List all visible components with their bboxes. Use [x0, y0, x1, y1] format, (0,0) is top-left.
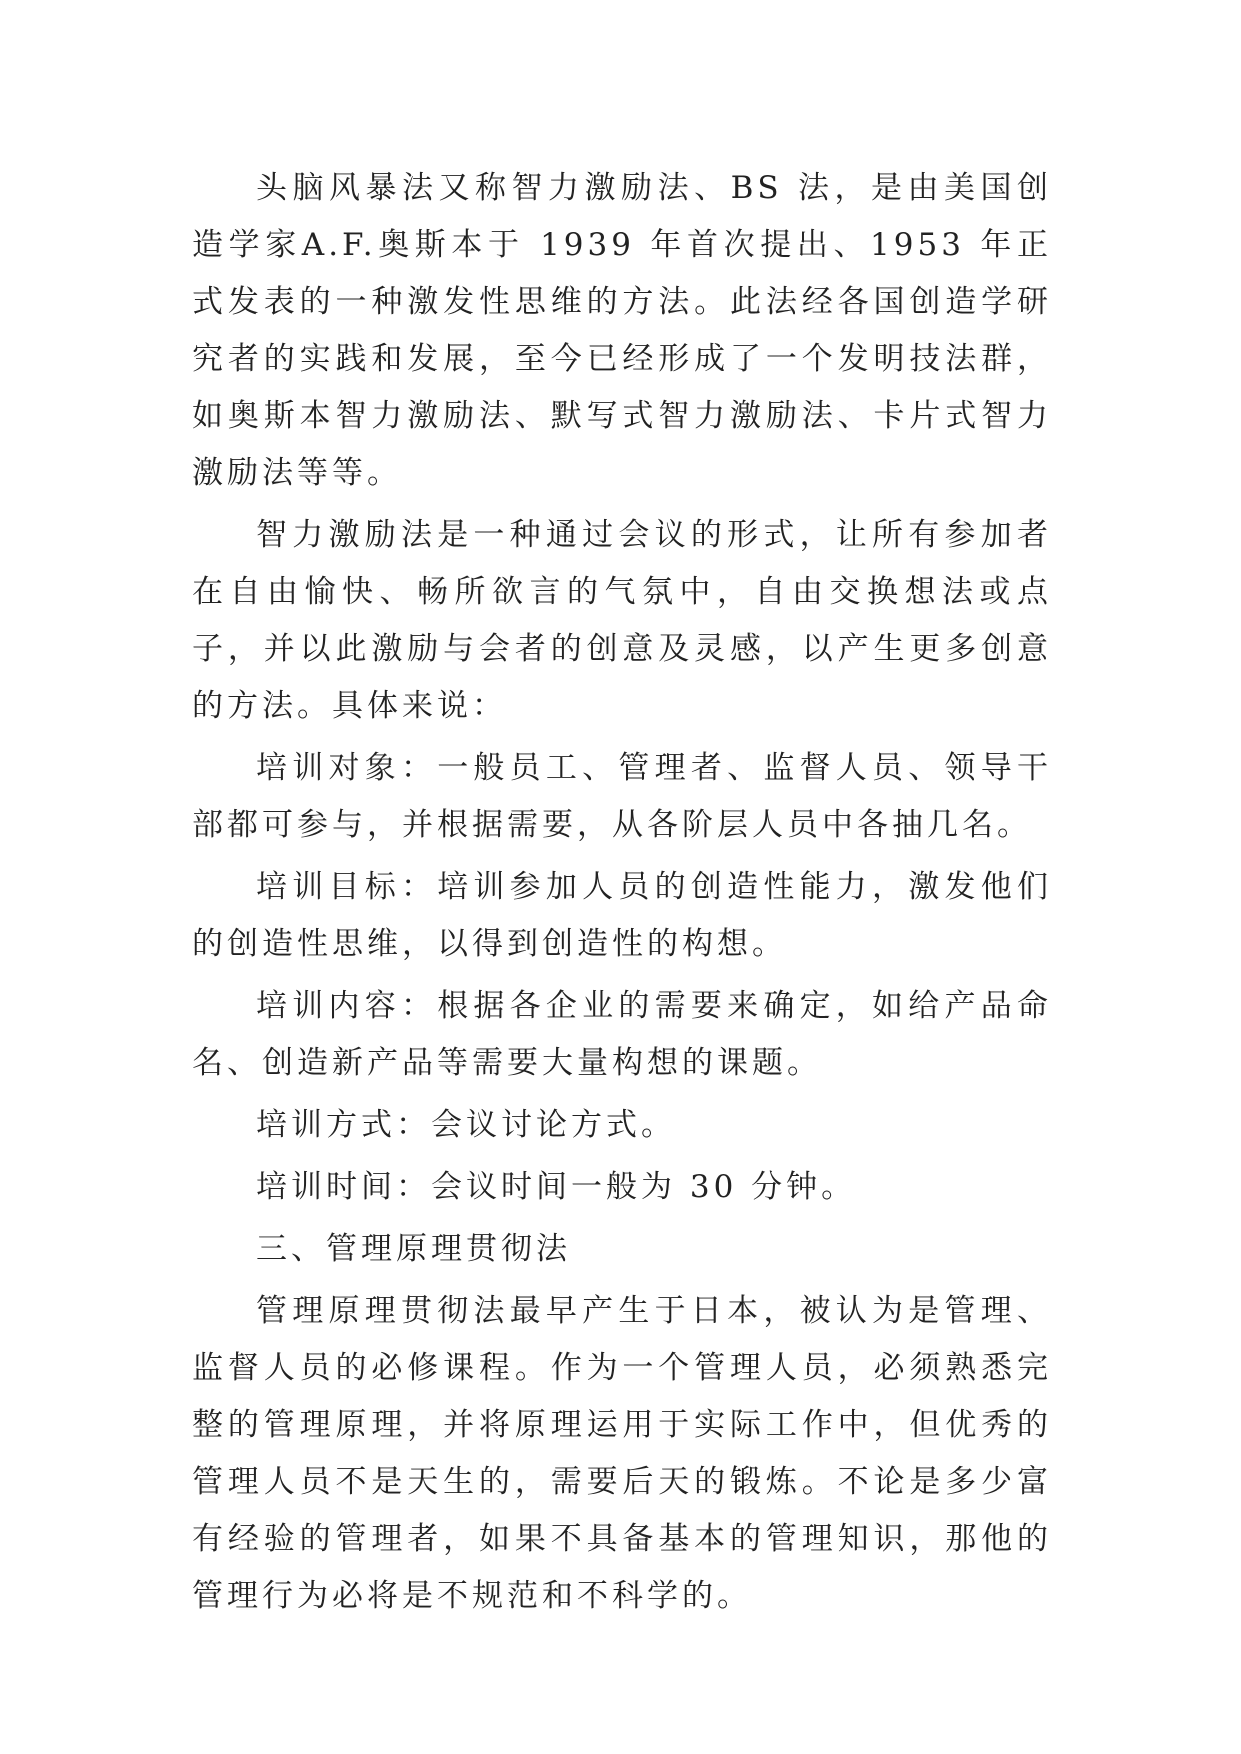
paragraph-training-target: 培训对象：一般员工、管理者、监督人员、领导干部都可参与，并根据需要，从各阶层人员中各抽几名。 — [192, 750, 1052, 843]
document-body — [192, 160, 1052, 1630]
paragraph-training-goal: 培训目标：培训参加人员的创造性能力，激发他们的创造性思维，以得到创造性的构想。 — [192, 869, 1052, 962]
paragraph-training-content: 培训内容：根据各企业的需要来确定，如给产品命名、创造新产品等需要大量构想的课题。 — [192, 988, 1052, 1081]
paragraph-training-time: 培训时间：会议时间一般为 30 分钟。 — [256, 1169, 857, 1205]
paragraph-intellectual-stimulation: 智力激励法是一种通过会议的形式，让所有参加者在自由愉快、畅所欲言的气氛中，自由交换想法或点子，并以此激励与会者的创意及灵感，以产生更多创意的方法。具体来说： — [192, 517, 1052, 724]
paragraph-brainstorming-intro: 头脑风暴法又称智力激励法、BS 法，是由美国创造学家A.F.奥斯本于 1939 年首次提出、1953 年正式发表的一种激发性思维的方法。此法经各国创造学研究者的实践和发展，至今已经形成了一个发明技法群，如奥斯本智力激励法、默写式智力激励法、卡片式智力激励法等等。 — [192, 170, 1052, 491]
section-heading: 三、管理原理贯彻法 — [256, 1231, 571, 1267]
paragraph-training-method: 培训方式：会议讨论方式。 — [256, 1107, 676, 1143]
paragraph-management-principles: 管理原理贯彻法最早产生于日本，被认为是管理、监督人员的必修课程。作为一个管理人员，必须熟悉完整的管理原理，并将原理运用于实际工作中，但优秀的管理人员不是天生的，需要后天的锻炼。不论是多少富有经验的管理者，如果不具备基本的管理知识，那他的管理行为必将是不规范和不科学的。 — [192, 1293, 1052, 1614]
